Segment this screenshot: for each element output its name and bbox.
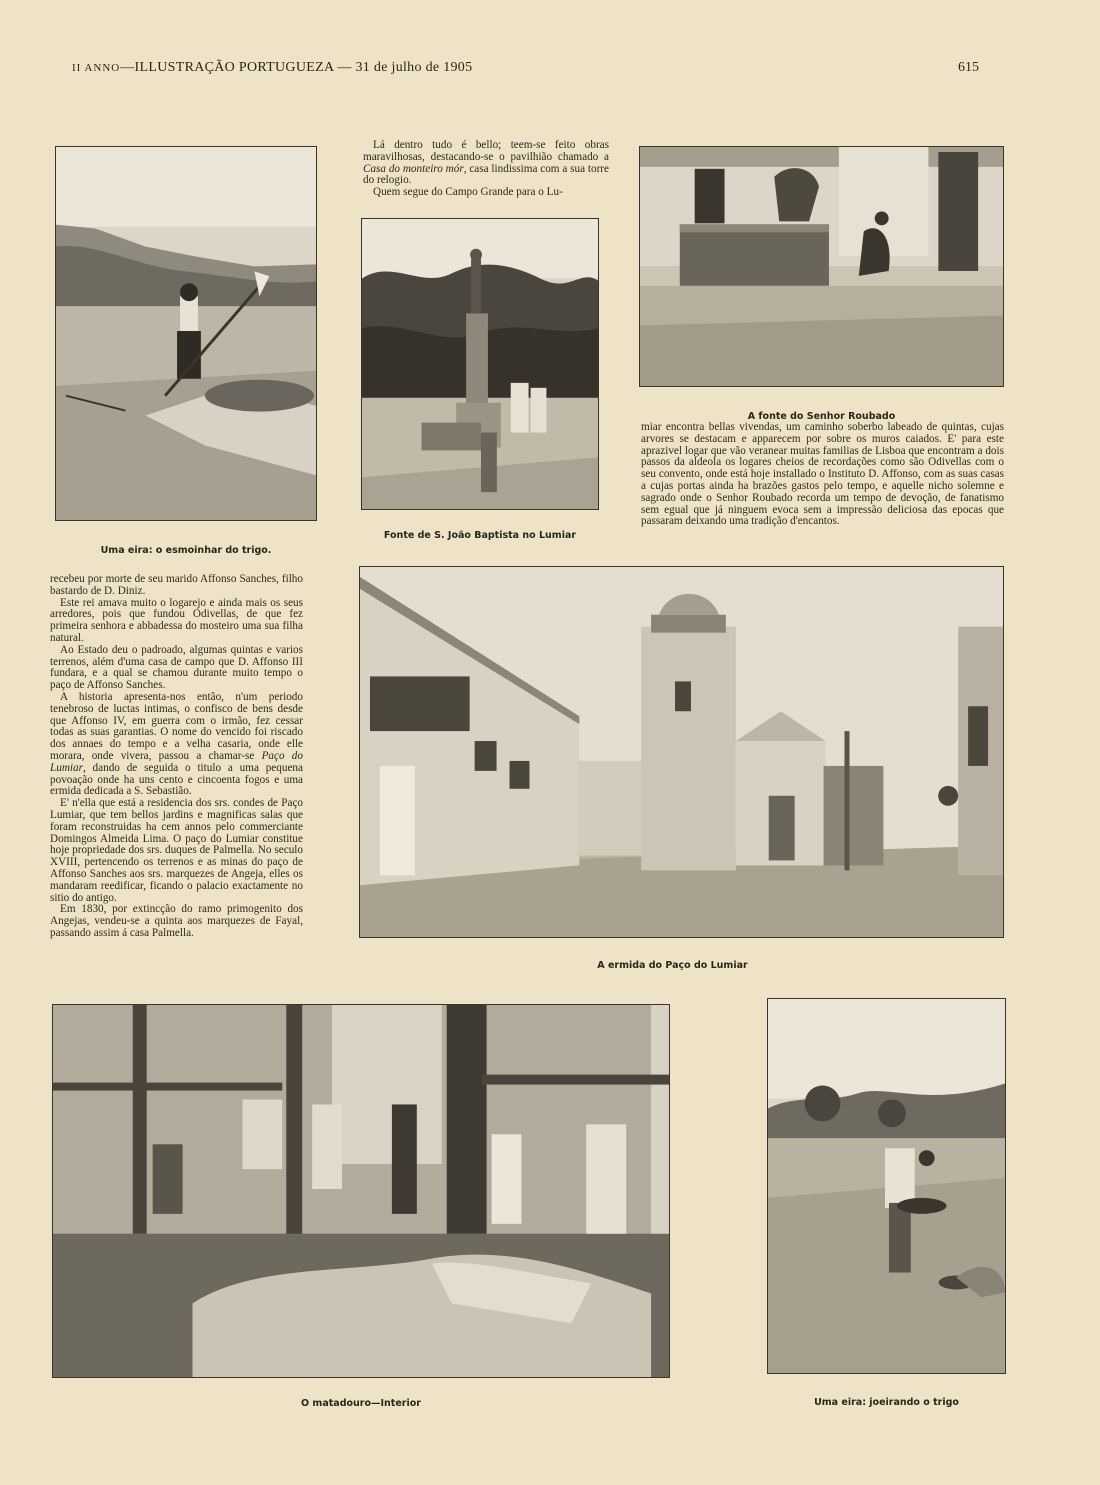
text-run: A historia apresenta-nos então, n'um periodo tenebroso de luctas intimas, o confisco de bens desde que Affonso IV, em guerra com o irmão, fez cessar todas as suas garantias. O nome do vencido foi riscado dos annaes do tempo e a velha casaria, onde elle morara, onde vivera, passou a chamar-se [50,690,303,762]
photo-matadouro [52,1004,670,1378]
paragraph: miar encontra bellas vivendas, um caminho soberbo labeado de quintas, cujas arvores se destacam e apparecem por sobre os muros caiados. E' para este aprazivel logar que vão veranear muitas familias de Lisboa que encontram a dois passos da aldeola os logares cheios de recordações como são Odivellas com o seu convento, onde está hoje installado o Instituto D. Affonso, com as suas casas a cujas portas ainda ha brazões gastos pelo tempo, e aquelle nicho solemne e sagrado onde o Senhor Roubado recorda um tempo de devoção, de fanatismo sem egual que já ninguem evoca sem a impressão deliciosa das epocas que passaram deixando uma tradição d'encantos. [641,421,1004,528]
text-column-left [50,574,303,940]
photo-fonte-sao-joao [361,218,599,510]
volume-label: II ANNO [72,62,121,74]
photo-ermida [359,566,1004,938]
paragraph [50,692,303,798]
paragraph [363,140,609,187]
paragraph: Ao Estado deu o padroado, algumas quintas e varios terrenos, além d'uma casa de campo que D. Affonso III fundara, e a qual se chamou durante muito tempo o paço de Affonso Sanches. [50,643,303,692]
paragraph: E' n'ella que está a residencia dos srs. condes de Paço Lumiar, que tem bellos jardins e magnificas salas que foram reconstruidas ha cem annos pelo commerciante Domingos Almeida Lima. O paço do Lumiar constitue hoje propriedade dos srs. duques de Palmella. No seculo XVIII, pertencendo os terrenos e as minas do paço de Affonso Sanches aos srs. marquezes de Angeja, elles os mandaram reedificar, ficando o palacio exactamente no sitio do antigo. [50,797,303,904]
photo-eira-esmoinhar [55,146,317,521]
caption-ermida: A ermida do Paço do Lumiar [597,960,748,971]
page-number: 615 [958,60,979,75]
paragraph: recebeu por morte de seu marido Affonso Sanches, filho bastardo de D. Diniz. [50,573,303,597]
header-title: —ILLUSTRAÇÃO PORTUGUEZA — 31 de julho de 1905 [120,60,473,75]
text-run: Lá dentro tudo é bello; teem-se feito obras maravilhosas, destacando-se o pavilhião chamado a [363,139,609,163]
text-run: , dando de seguida o titulo a uma pequena povoação onde ha uns cento e cincoenta fogos e uma ermida dedicada a S. Sebastião. [50,761,303,798]
photo-fonte-senhor-roubado [639,146,1004,387]
caption-eira-esmoinhar: Uma eira: o esmoinhar do trigo. [100,545,272,556]
paragraph: Em 1830, por extincção do ramo primogenito dos Angejas, vendeu-se a quinta aos marquezes de Fayal, passando assim á casa Palmella. [50,903,303,939]
caption-fonte-senhor-roubado: A fonte do Senhor Roubado [747,411,896,422]
paragraph: Quem segue do Campo Grande para o Lu- [373,186,563,199]
paragraph: Este rei amava muito o logarejo e ainda mais os seus arredores, pois que fundou Odivellas, de que fez primeira senhora e abbadessa do mosteiro uma sua filha natural. [50,596,303,644]
italic-text: Casa do monteiro mór [363,162,464,175]
page-header [72,60,472,76]
caption-eira-joeirando: Uma eira: joeirando o trigo [814,1397,959,1408]
caption-fonte-sao-joao: Fonte de S. João Baptista no Lumiar [383,530,577,541]
text-column-top [363,140,609,199]
photo-eira-joeirando [767,998,1006,1374]
text-run: , casa lindissima com a sua torre do relogio. [363,162,609,187]
italic-text: Paço do Lumiar [50,749,303,774]
caption-matadouro: O matadouro—Interior [301,1398,421,1409]
text-column-right [641,422,1004,528]
